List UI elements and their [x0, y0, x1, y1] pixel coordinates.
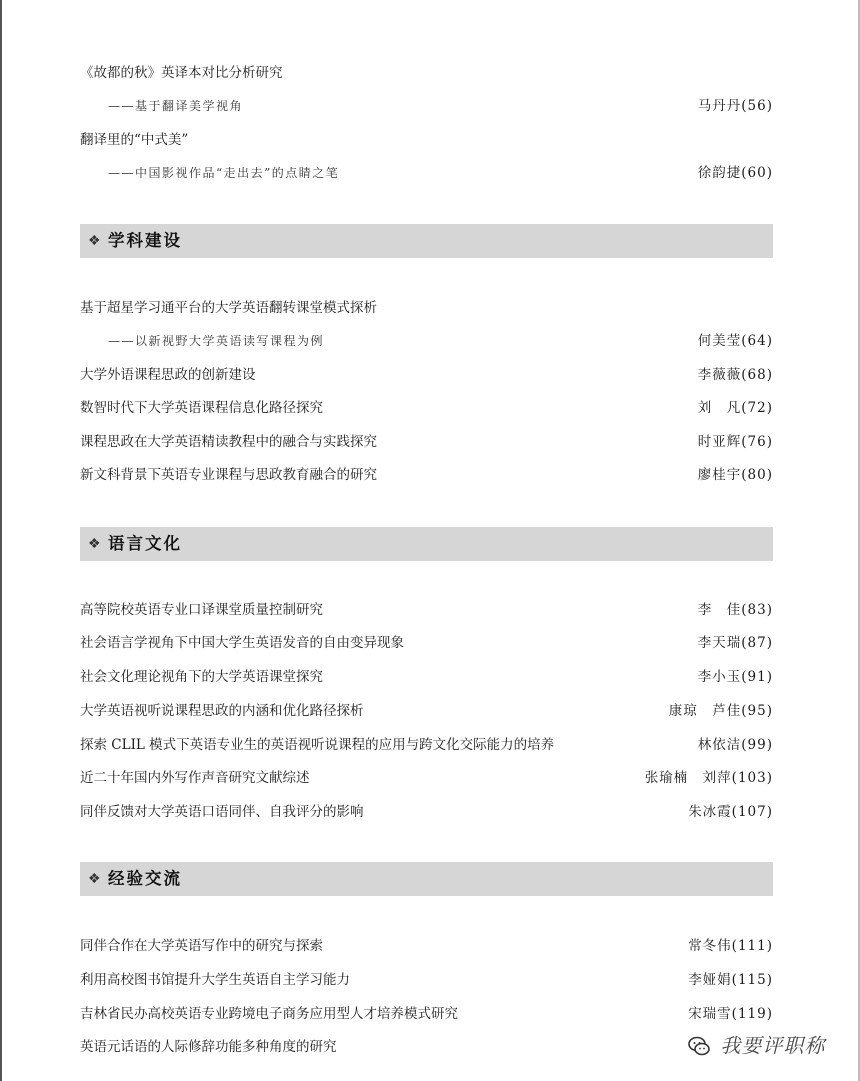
toc-entry-title: 翻译里的“中式美” — [80, 132, 189, 148]
toc-entry-title: 大学英语视听说课程思政的内涵和优化路径探析 — [80, 703, 364, 719]
toc-entry-title: 大学外语课程思政的创新建设 — [80, 367, 256, 383]
diamond-flourish-icon: ❖ — [88, 536, 101, 552]
toc-entry — [80, 632, 773, 654]
toc-entry-author-page: 李娅娟(115) — [688, 972, 773, 988]
toc-entry — [80, 969, 773, 991]
section-header-language-culture — [80, 527, 773, 561]
toc-entry-author-page: 何美莹(64) — [697, 333, 773, 349]
toc-entry — [80, 62, 773, 84]
toc-entry-title: 社会语言学视角下中国大学生英语发音的自由变异现象 — [80, 635, 404, 651]
toc-entry-subtitle — [80, 95, 773, 117]
toc-entry — [80, 666, 773, 688]
section-header-discipline — [80, 224, 773, 258]
toc-entry-title: 吉林省民办高校英语专业跨境电子商务应用型人才培养模式研究 — [80, 1006, 458, 1022]
toc-entry-author-page: 时亚辉(76) — [697, 434, 773, 450]
toc-entry-title: 高等院校英语专业口译课堂质量控制研究 — [80, 602, 323, 618]
toc-entry-title: 同伴合作在大学英语写作中的研究与探索 — [80, 938, 323, 954]
toc-entry-title: 基于超星学习通平台的大学英语翻转课堂模式探析 — [80, 300, 377, 316]
toc-entry-author-page: 刘 凡(72) — [697, 400, 773, 416]
toc-entry — [80, 801, 773, 823]
watermark-text: 我要评职称 — [720, 1033, 826, 1058]
toc-entry-author-page: 李天瑞(87) — [697, 635, 773, 651]
toc-entry-title: ——中国影视作品“走出去”的点睛之笔 — [108, 166, 340, 180]
diamond-flourish-icon: ❖ — [88, 233, 101, 249]
diamond-flourish-icon: ❖ — [88, 871, 101, 887]
section-title: 语言文化 — [108, 534, 182, 553]
page-left-edge — [0, 0, 2, 1081]
toc-entry — [80, 1036, 773, 1058]
toc-entry-title: ——以新视野大学英语读写课程为例 — [108, 334, 325, 348]
toc-entry-title: 近二十年国内外写作声音研究文献综述 — [80, 770, 310, 786]
wechat-logo-icon — [688, 1035, 710, 1057]
toc-entry-title: 数智时代下大学英语课程信息化路径探究 — [80, 400, 323, 416]
section-title: 学科建设 — [108, 231, 182, 250]
toc-entry-author-page: 林依洁(99) — [697, 737, 773, 753]
toc-entry — [80, 1003, 773, 1025]
toc-entry-author-page: 宋瑞雪(119) — [688, 1006, 773, 1022]
toc-entry-author-page: 李 佳(83) — [697, 602, 773, 618]
toc-entry — [80, 431, 773, 453]
toc-entry-title: 英语元话语的人际修辞功能多种角度的研究 — [80, 1039, 337, 1055]
toc-entry — [80, 734, 773, 756]
toc-entry — [80, 767, 773, 789]
toc-entry-author-page: 徐韵捷(60) — [697, 165, 773, 181]
toc-entry-title: 同伴反馈对大学英语口语同伴、自我评分的影响 — [80, 804, 364, 820]
section-header-experience — [80, 862, 773, 896]
toc-entry-author-page: 康琼 芦佳(95) — [668, 703, 773, 719]
toc-entry-title: 课程思政在大学英语精读教程中的融合与实践探究 — [80, 434, 377, 450]
toc-entry — [80, 464, 773, 486]
toc-entry-author-page: 廖桂宇(80) — [697, 467, 773, 483]
toc-entry-author-page: 朱冰霞(107) — [688, 804, 773, 820]
toc-entry-subtitle — [80, 330, 773, 352]
section-title: 经验交流 — [108, 869, 182, 888]
watermark — [688, 1030, 858, 1058]
toc-entry — [80, 129, 773, 151]
toc-entry-title: 利用高校图书馆提升大学生英语自主学习能力 — [80, 972, 350, 988]
toc-entry-title: 新文科背景下英语专业课程与思政教育融合的研究 — [80, 467, 377, 483]
toc-entry — [80, 397, 773, 419]
toc-entry-title: 社会文化理论视角下的大学英语课堂探究 — [80, 669, 323, 685]
toc-entry — [80, 700, 773, 722]
toc-entry-title: 探索 CLIL 模式下英语专业生的英语视听说课程的应用与跨文化交际能力的培养 — [80, 737, 555, 753]
toc-entry-author-page: 常冬伟(111) — [688, 938, 773, 954]
toc-entry — [80, 297, 773, 319]
toc-entry-author-page: 李薇薇(68) — [697, 367, 773, 383]
toc-entry-title: ——基于翻译美学视角 — [108, 99, 244, 113]
toc-entry-author-page: 李小玉(91) — [697, 669, 773, 685]
toc-entry-title: 《故都的秋》英译本对比分析研究 — [80, 65, 283, 81]
toc-entry — [80, 364, 773, 386]
toc-entry-author-page: 张瑜楠 刘萍(103) — [644, 770, 773, 786]
toc-entry — [80, 599, 773, 621]
toc-entry-author-page: 马丹丹(56) — [697, 98, 773, 114]
toc-entry — [80, 935, 773, 957]
toc-entry-subtitle — [80, 162, 773, 184]
